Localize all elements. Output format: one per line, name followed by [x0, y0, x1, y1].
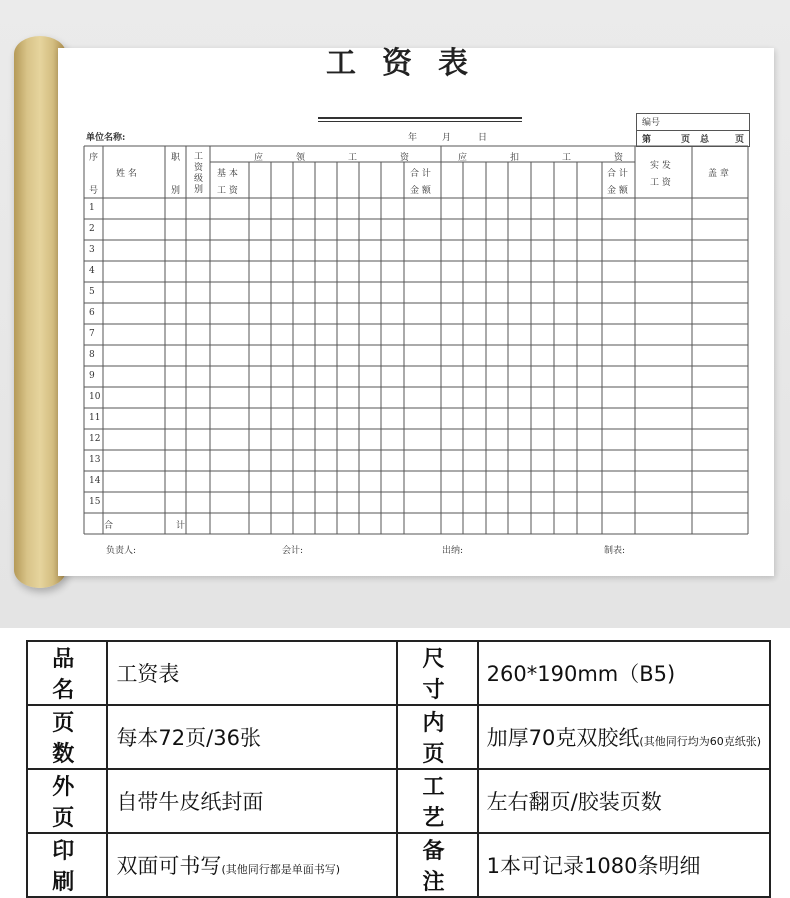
spec-value: 加厚70克双胶纸	[486, 726, 640, 750]
spec-value-cell	[478, 705, 770, 769]
header-deduct-4: 资	[614, 153, 624, 163]
spec-row	[27, 705, 770, 769]
spec-value: 260*190mm（B5)	[478, 641, 770, 705]
spec-key: 工 艺	[397, 769, 477, 833]
page-zong-label: 总	[700, 135, 710, 145]
header-deduct-2: 扣	[510, 153, 520, 163]
form-title: 工资表	[326, 46, 494, 81]
header-deduct-1: 应	[458, 153, 468, 163]
header-basic-2: 工 资	[217, 186, 238, 196]
spec-note: (其他同行都是单面书写)	[221, 863, 341, 876]
header-payable-total-1: 合 计	[410, 169, 431, 179]
spec-value: 工资表	[107, 641, 397, 705]
header-seq-top: 序	[89, 153, 99, 163]
spec-table	[26, 640, 771, 898]
header-payable-1: 应	[254, 153, 264, 163]
page-ye2-label: 页	[735, 135, 745, 145]
spec-value-cell	[107, 833, 397, 897]
row-number: 14	[89, 476, 101, 486]
header-deduct-total-2: 金 额	[607, 186, 628, 196]
row-number: 12	[89, 434, 101, 444]
row-number: 10	[89, 392, 101, 402]
row-number: 2	[89, 224, 95, 234]
header-grade-1: 工	[194, 152, 204, 162]
footer-preparer: 制表:	[604, 546, 626, 556]
footer-manager: 负责人:	[106, 546, 137, 556]
spec-row	[27, 769, 770, 833]
spec-value: 双面可书写	[116, 854, 222, 878]
header-seq-bottom: 号	[89, 186, 99, 196]
row-number: 11	[89, 413, 101, 423]
spec-value: 左右翻页/胶装页数	[478, 769, 770, 833]
row-number: 13	[89, 455, 101, 465]
header-grade-2: 资	[194, 163, 204, 173]
spec-value: 每本72页/36张	[107, 705, 397, 769]
row-number: 7	[89, 329, 95, 339]
header-deduct-total-1: 合 计	[607, 169, 628, 179]
spec-row	[27, 833, 770, 897]
spec-key: 外 页	[27, 769, 107, 833]
header-basic-1: 基 本	[217, 169, 238, 179]
spec-key: 内 页	[397, 705, 477, 769]
row-number: 1	[89, 203, 95, 213]
page-di-label: 第	[642, 135, 652, 145]
row-number: 6	[89, 308, 95, 318]
header-seal: 盖 章	[708, 169, 729, 179]
header-payable-total-2: 金 额	[410, 186, 431, 196]
header-deduct-3: 工	[562, 153, 572, 163]
row-number: 4	[89, 266, 95, 276]
spec-key: 印 刷	[27, 833, 107, 897]
row-number: 5	[89, 287, 95, 297]
serial-label: 编号	[642, 118, 661, 128]
header-grade-4: 别	[194, 185, 204, 195]
row-number: 9	[89, 371, 95, 381]
spec-note: (其他同行均为60克纸张)	[639, 735, 761, 748]
header-name: 姓 名	[116, 169, 137, 179]
date-day-label: 日	[478, 133, 488, 143]
row-number: 3	[89, 245, 95, 255]
header-grade-3: 级	[194, 174, 204, 184]
page-ye-label: 页	[681, 135, 691, 145]
header-payable-2: 领	[296, 153, 306, 163]
spec-value: 1本可记录1080条明细	[478, 833, 770, 897]
header-payable-3: 工	[348, 153, 358, 163]
spec-value: 自带牛皮纸封面	[107, 769, 397, 833]
footer-cashier: 出纳:	[442, 546, 464, 556]
row-number: 15	[89, 497, 101, 507]
total-he-label: 合	[104, 521, 114, 531]
spec-row	[27, 641, 770, 705]
date-year-label: 年	[408, 133, 418, 143]
footer-accountant: 会计:	[282, 546, 304, 556]
spec-key: 备 注	[397, 833, 477, 897]
spec-key: 页 数	[27, 705, 107, 769]
unit-name-label: 单位名称:	[86, 133, 126, 143]
row-number: 8	[89, 350, 95, 360]
header-actual-1: 实 发	[650, 161, 671, 171]
total-ji-label: 计	[176, 521, 186, 531]
header-actual-2: 工 资	[650, 178, 671, 188]
header-payable-4: 资	[400, 153, 410, 163]
spec-key: 尺 寸	[397, 641, 477, 705]
header-job-bottom: 别	[171, 186, 181, 196]
spec-key: 品 名	[27, 641, 107, 705]
date-month-label: 月	[442, 133, 452, 143]
header-job-top: 职	[171, 153, 181, 163]
